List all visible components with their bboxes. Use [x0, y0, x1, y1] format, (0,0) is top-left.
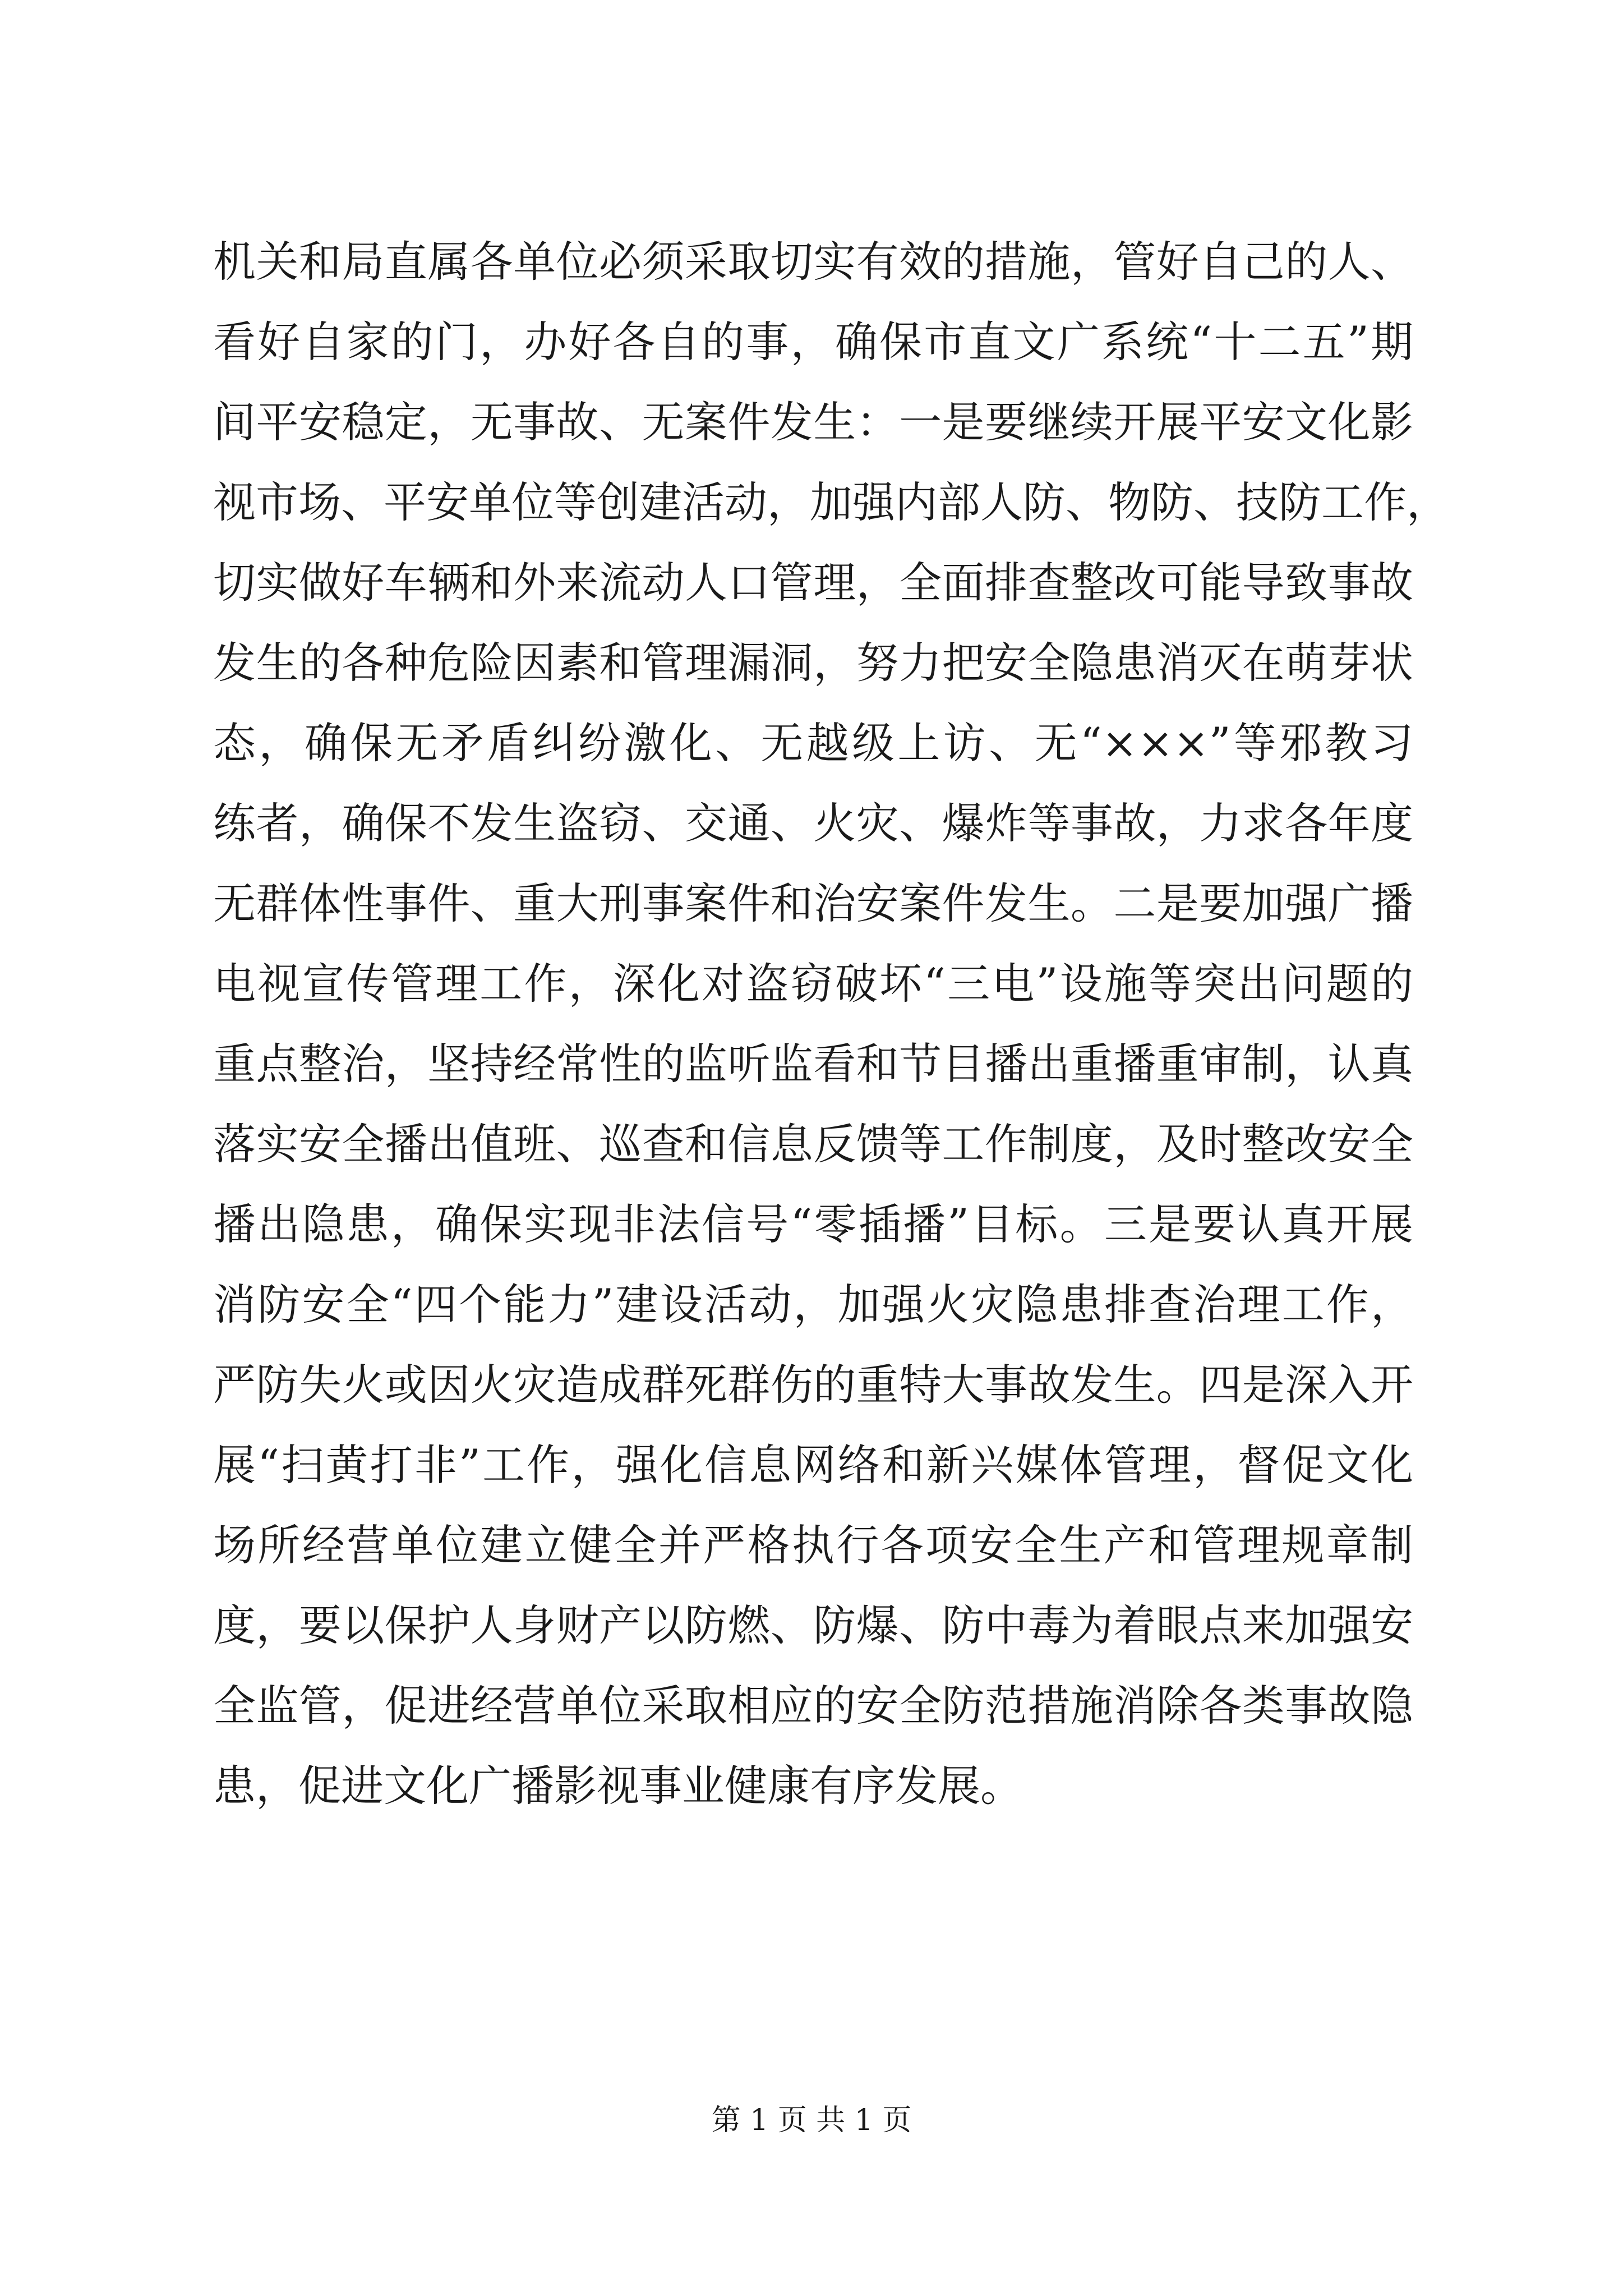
text-line: 落实安全播出值班、巡查和信息反馈等工作制度，及时整改安全: [213, 1119, 1413, 1169]
text-line: 切实做好车辆和外来流动人口管理，全面排查整改可能导致事故: [213, 558, 1413, 608]
text-line: 场所经营单位建立健全并严格执行各项安全生产和管理规章制: [213, 1520, 1413, 1570]
text-line: 严防失火或因火灾造成群死群伤的重特大事故发生。四是深入开: [213, 1360, 1413, 1410]
body-paragraph: [213, 222, 1449, 1826]
text-line: 发生的各种危险因素和管理漏洞，努力把安全隐患消灭在萌芽状: [213, 638, 1413, 688]
text-line: 态，确保无矛盾纠纷激化、无越级上访、无“×××”等邪教习: [213, 718, 1413, 768]
text-line: 度，要以保护人身财产以防燃、防爆、防中毒为着眼点来加强安: [213, 1600, 1413, 1650]
text-line: 间平安稳定，无事故、无案件发生：一是要继续开展平安文化影: [213, 397, 1413, 447]
text-line: 练者，确保不发生盗窃、交通、火灾、爆炸等事故，力求各年度: [213, 798, 1413, 848]
text-line: 电视宣传管理工作，深化对盗窃破坏“三电”设施等突出问题的: [213, 959, 1413, 1009]
text-line: 播出隐患，确保实现非法信号“零插播”目标。三是要认真开展: [213, 1199, 1413, 1249]
page-number-footer: 第 1 页 共 1 页: [711, 2104, 912, 2137]
text-line: 全监管，促进经营单位采取相应的安全防范措施消除各类事故隐: [213, 1681, 1413, 1731]
text-line: 机关和局直属各单位必须采取切实有效的措施，管好自己的人、: [213, 237, 1413, 287]
text-line: 无群体性事件、重大刑事案件和治安案件发生。二是要加强广播: [213, 878, 1413, 928]
text-line: 展“扫黄打非”工作，强化信息网络和新兴媒体管理，督促文化: [213, 1440, 1413, 1490]
text-line: 视市场、平安单位等创建活动，加强内部人防、物防、技防工作，: [213, 477, 1449, 527]
text-line: 看好自家的门，办好各自的事，确保市直文广系统“十二五”期: [213, 317, 1413, 367]
text-line: 消防安全“四个能力”建设活动，加强火灾隐患排查治理工作，: [213, 1280, 1413, 1329]
text-line-last: 患，促进文化广播影视事业健康有序发展。: [213, 1761, 1023, 1811]
text-line: 重点整治，坚持经常性的监听监看和节目播出重播重审制，认真: [213, 1039, 1413, 1089]
